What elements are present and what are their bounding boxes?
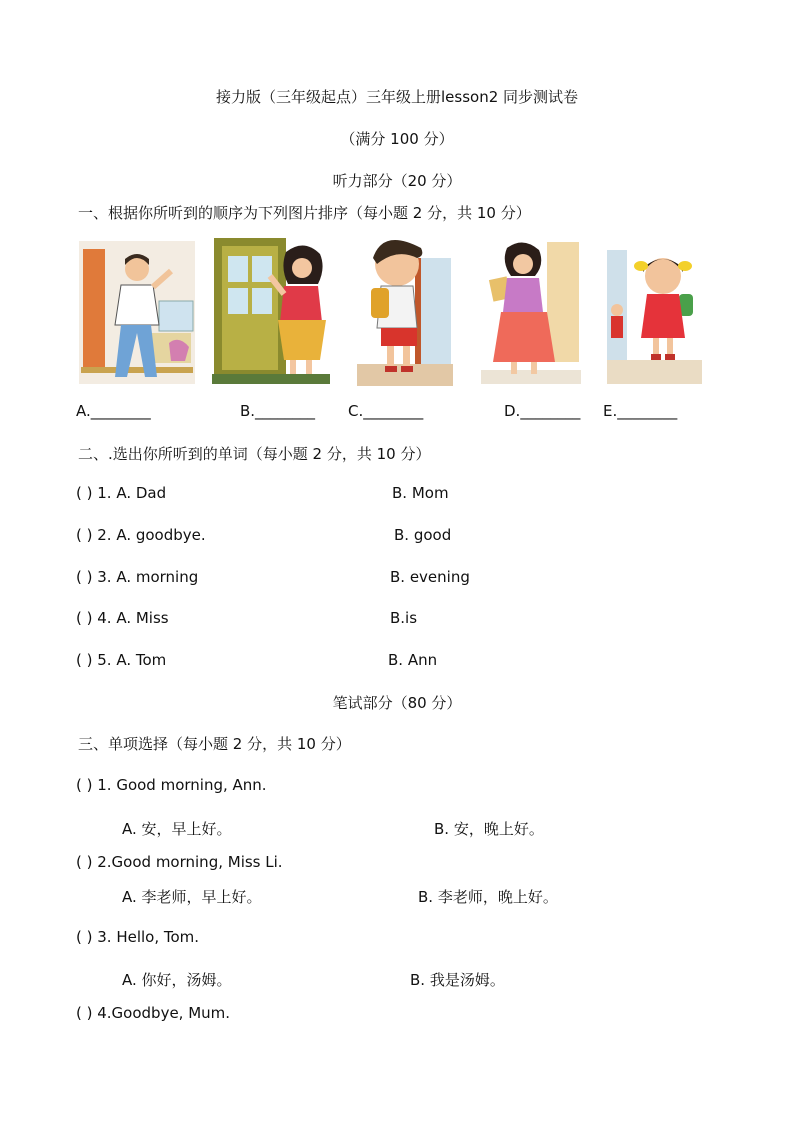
- answer-blank-a[interactable]: A.________: [76, 402, 151, 420]
- word-option-1-b: B. Mom: [392, 484, 449, 502]
- section1-title: 一、根据你所听到的顺序为下列图片排序（每小题 2 分，共 10 分）: [78, 204, 531, 222]
- page-title: 接力版（三年级起点）三年级上册lesson2 同步测试卷: [215, 88, 579, 106]
- picture-c-boy-with-backpack: [357, 228, 453, 386]
- section3-title: 三、单项选择（每小题 2 分，共 10 分）: [78, 735, 351, 753]
- choice-question-1: ( ) 1. Good morning, Ann.: [76, 776, 267, 794]
- answer-blank-d[interactable]: D.________: [504, 402, 581, 420]
- listening-heading: 听力部分（20 分）: [332, 172, 462, 190]
- choice-1-option-a: A. 安，早上好。: [122, 820, 232, 838]
- writing-heading: 笔试部分（80 分）: [332, 694, 462, 712]
- word-question-2: ( ) 2. A. goodbye.: [76, 526, 206, 544]
- choice-3-option-b: B. 我是汤姆。: [410, 971, 505, 989]
- section2-title: 二、.选出你所听到的单词（每小题 2 分，共 10 分）: [78, 445, 431, 463]
- choice-question-3: ( ) 3. Hello, Tom.: [76, 928, 200, 946]
- word-option-5-b: B. Ann: [388, 651, 438, 669]
- word-question-5: ( ) 5. A. Tom: [76, 651, 167, 669]
- picture-b-girl-at-door: [212, 234, 330, 384]
- choice-question-4: ( ) 4.Goodbye, Mum.: [76, 1004, 231, 1022]
- answer-blank-b[interactable]: B.________: [240, 402, 316, 420]
- choice-2-option-b: B. 李老师，晚上好。: [418, 888, 558, 906]
- word-option-4-b: B.is: [390, 609, 418, 627]
- choice-question-2: ( ) 2.Good morning, Miss Li.: [76, 853, 283, 871]
- picture-e-girl-with-bows: [607, 240, 702, 384]
- choice-2-option-a: A. 李老师，早上好。: [122, 888, 262, 906]
- word-question-3: ( ) 3. A. morning: [76, 568, 199, 586]
- word-option-2-b: B. good: [394, 526, 452, 544]
- picture-d-woman-with-book: [481, 238, 581, 384]
- answer-blank-e[interactable]: E.________: [603, 402, 678, 420]
- choice-3-option-a: A. 你好，汤姆。: [122, 971, 232, 989]
- word-question-4: ( ) 4. A. Miss: [76, 609, 169, 627]
- choice-1-option-b: B. 安，晚上好。: [434, 820, 544, 838]
- answer-blank-c[interactable]: C.________: [348, 402, 424, 420]
- word-option-3-b: B. evening: [390, 568, 470, 586]
- picture-a-man-waving: [79, 241, 195, 384]
- word-question-1: ( ) 1. A. Dad: [76, 484, 167, 502]
- total-score: （满分 100 分）: [340, 130, 454, 148]
